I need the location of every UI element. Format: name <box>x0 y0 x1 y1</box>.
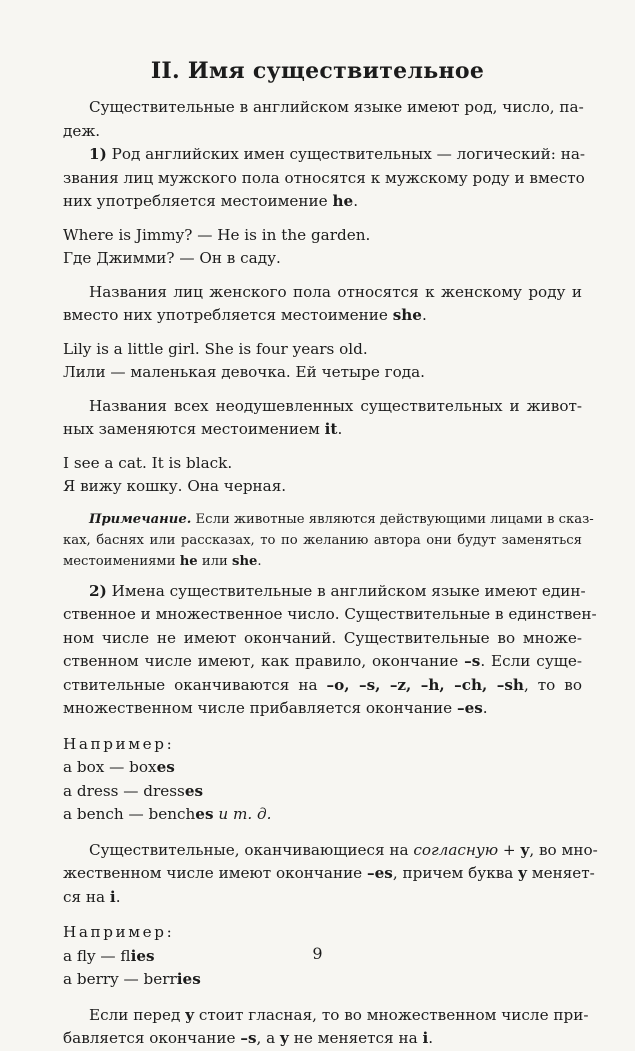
text: she <box>232 553 258 569</box>
example-2-ru: Лили — маленькая девочка. Ей четыре года. <box>63 363 425 381</box>
text: . <box>353 192 359 210</box>
text: –o, –s, –z, –h, –ch, –sh <box>326 675 524 694</box>
p5-line-1 <box>63 839 598 863</box>
note-line-3 <box>63 551 582 572</box>
example-2-en: Lily is a little girl. She is four years old. <box>63 339 368 358</box>
page-body <box>63 96 598 1051</box>
text: , во мно- <box>529 840 598 859</box>
note-label: Примечание. <box>89 511 192 527</box>
example-3-en: I see a cat. It is black. <box>63 453 233 472</box>
pronoun-she: she <box>392 306 422 324</box>
text: + <box>498 840 521 859</box>
note-block <box>63 509 594 572</box>
text: . <box>115 887 121 906</box>
text: множественном числе прибавляется окончание <box>63 699 457 717</box>
plural-example <box>63 968 582 992</box>
text: ies <box>130 946 155 965</box>
text: i <box>422 1029 429 1047</box>
text: , а <box>256 1029 281 1047</box>
p2-line-2 <box>63 304 582 328</box>
p1-line-3 <box>63 190 582 214</box>
text: ственном числе имеют, как правило, окончание <box>63 652 465 670</box>
p3-line-2 <box>63 418 582 442</box>
text: . <box>337 420 343 438</box>
text: меняет- <box>526 864 595 882</box>
text: y <box>520 840 530 859</box>
text: не меняется на <box>288 1029 423 1047</box>
text: i <box>109 887 116 906</box>
p4-number: 2) <box>89 581 107 600</box>
p5-line-2 <box>63 862 595 886</box>
text: a box — box <box>63 758 157 776</box>
text: ствительные оканчиваются на <box>63 675 327 694</box>
plural-example <box>63 803 582 827</box>
text: . <box>482 699 488 717</box>
note-line-2: ках, баснях или рассказах, то по желанию автора они будут заменяться <box>63 532 582 548</box>
text: ies <box>176 970 201 988</box>
text: , причем буква <box>392 864 519 882</box>
pronoun-it: it <box>324 420 338 438</box>
p2-line-1: Названия лиц женского пола относятся к женскому роду и <box>89 282 582 301</box>
pronoun-he: he <box>332 192 354 210</box>
example-1-ru: Где Джимми? — Он в саду. <box>63 249 281 267</box>
text: Имена существительные в английском языке имеют един- <box>111 581 586 600</box>
text: . <box>428 1029 434 1047</box>
note-line-1 <box>63 509 594 530</box>
text: –s <box>464 652 481 670</box>
plural-example <box>63 756 582 780</box>
text: y <box>185 1005 195 1024</box>
p4-line-2: ственное и множественное число. Существительные в единствен- <box>63 605 597 623</box>
text: ных заменяются местоимением <box>63 420 325 438</box>
p4-line-1 <box>63 580 586 604</box>
text: es <box>184 781 204 800</box>
text: a fly — fl <box>63 946 131 965</box>
text: бавляется окончание <box>63 1029 241 1047</box>
intro-line-1: Существительные в английском языке имеют род, число, па- <box>89 98 584 116</box>
p4-line-5 <box>63 674 582 698</box>
text: y <box>518 864 527 882</box>
text: . <box>257 553 262 569</box>
text: жественном числе имеют окончание <box>63 864 368 882</box>
text: ся на <box>63 887 110 906</box>
text: –s <box>240 1029 257 1047</box>
text: Если перед <box>89 1005 186 1024</box>
text: местоимениями <box>63 553 180 569</box>
p6-line-2 <box>63 1027 582 1051</box>
text: es <box>156 758 175 776</box>
text: a berry — berr <box>63 970 177 988</box>
text: he <box>179 553 198 569</box>
text: , то во <box>523 675 583 694</box>
example-3-ru: Я вижу кошку. Она черная. <box>63 477 287 495</box>
p1-text: Род английских имен существительных — логический: на- <box>111 145 586 163</box>
p4-line-3: ном числе не имеют окончаний. Существительные во множе- <box>63 628 582 647</box>
text: y <box>280 1029 289 1047</box>
text: a bench — bench <box>63 805 196 823</box>
text: вместо них употребляется местоимение <box>63 306 393 324</box>
text: –es <box>456 699 483 717</box>
p3-line-1: Названия всех неодушевленных существительных и живот- <box>89 396 582 415</box>
page-number: 9 <box>312 944 323 963</box>
p1-number: 1) <box>89 145 107 163</box>
text: Существительные, оканчивающиеся на <box>89 840 414 859</box>
text: и т. д. <box>213 805 272 823</box>
text: . Если суще- <box>480 652 582 670</box>
text: стоит гласная, то во множественном числе при- <box>194 1005 589 1024</box>
text: согласную <box>413 840 499 859</box>
plural-example <box>63 780 582 804</box>
p5-line-3 <box>63 886 582 910</box>
p6-line-1 <box>63 1004 589 1028</box>
example-label-2: Например: <box>63 923 175 941</box>
text: или <box>197 553 233 569</box>
example-label-1: Например: <box>63 734 175 753</box>
example-1-en: Where is Jimmy? — He is in the garden. <box>63 225 371 244</box>
text: es <box>195 805 214 823</box>
text: них употребляется местоимение <box>63 192 333 210</box>
intro-line-2: деж. <box>63 121 101 140</box>
text: a dress — dress <box>63 781 185 800</box>
p1-line-1 <box>63 143 586 167</box>
text: . <box>421 306 427 324</box>
text: –es <box>367 864 393 882</box>
chapter-title: II. Имя существительное <box>150 58 485 84</box>
p4-line-4 <box>63 650 582 674</box>
p1-line-2: звания лиц мужского пола относятся к мужскому роду и вместо <box>63 168 585 187</box>
text: Если животные являются действующими лицами в сказ- <box>191 511 594 527</box>
p4-line-6 <box>63 697 582 721</box>
